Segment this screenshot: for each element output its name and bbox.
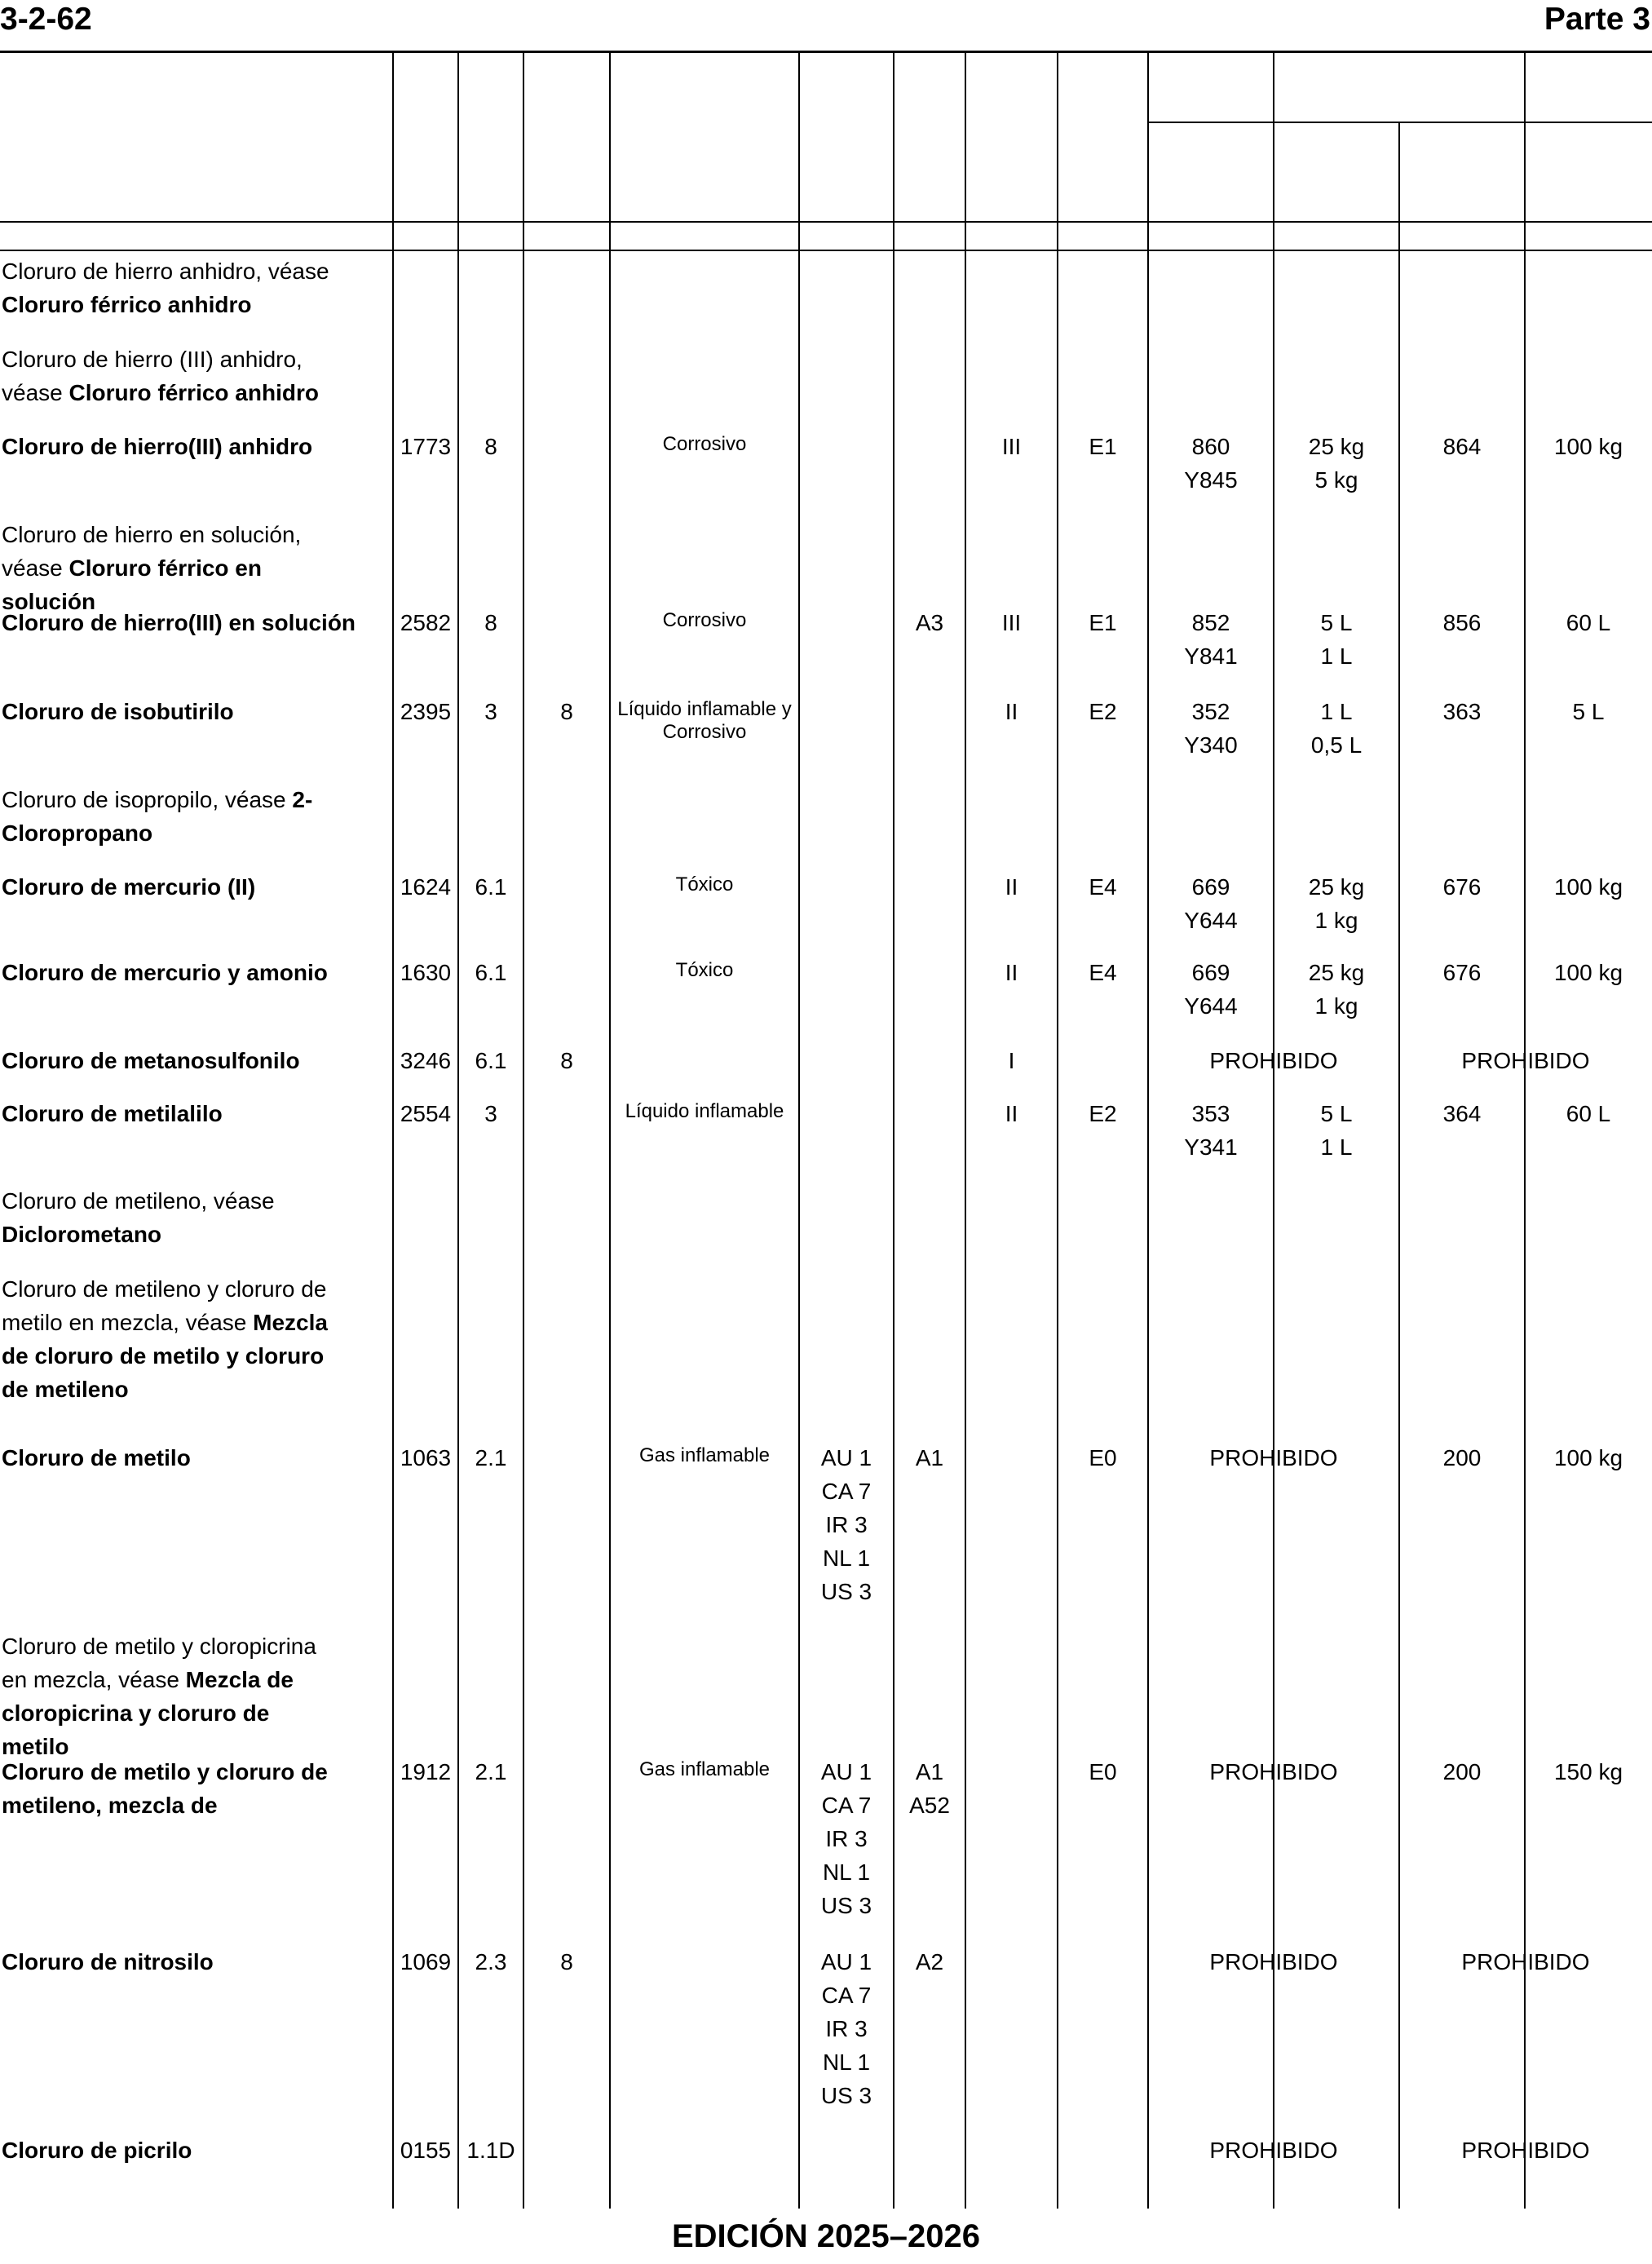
cell-cao-qty: 60 L — [1566, 610, 1611, 635]
substance-name: Cloruro de metilo — [2, 1445, 191, 1470]
cell-class: 3 — [484, 699, 497, 724]
forbidden-passenger: PROHIBIDO — [1209, 1949, 1338, 1974]
column-number-8 — [965, 224, 1058, 249]
column-header-13 — [1525, 124, 1652, 219]
cell-class: 2.1 — [475, 1759, 507, 1784]
column-number-12 — [1399, 224, 1525, 249]
cell-cao-pi: 864 — [1442, 434, 1482, 459]
cell-pax-pi: 860 Y845 — [1184, 434, 1238, 493]
cell-cao-qty: 150 kg — [1553, 1759, 1623, 1784]
column-divider — [965, 52, 966, 2209]
cell-class: 2.1 — [475, 1445, 507, 1470]
column-header-12 — [1399, 124, 1525, 219]
cell-pg: II — [1005, 874, 1018, 900]
column-header-9 — [1058, 54, 1148, 219]
cell-pax-qty: 1 L 0,5 L — [1310, 699, 1363, 758]
cell-pax-qty: 5 L 1 L — [1320, 610, 1353, 669]
column-header-8 — [965, 54, 1058, 219]
cross-reference-entry — [2, 343, 342, 409]
cell-un: 2554 — [400, 1101, 452, 1126]
forbidden-passenger: PROHIBIDO — [1209, 1445, 1338, 1470]
cell-pax-pi: 669 Y644 — [1184, 960, 1238, 1019]
cell-special: A1 — [915, 1445, 944, 1470]
cell-pax-pi: 669 Y644 — [1184, 874, 1238, 933]
group-header-rule — [1148, 122, 1652, 123]
substance-name: Cloruro de metanosulfonilo — [2, 1048, 300, 1073]
column-divider — [392, 52, 394, 2209]
cell-un: 3246 — [400, 1048, 452, 1073]
column-header-7 — [894, 54, 965, 219]
cell-pax-pi: 353 Y341 — [1184, 1101, 1238, 1160]
cross-reference-text: Cloruro de isopropilo, véase — [2, 787, 286, 812]
cell-label: Gas inflamable — [638, 1444, 771, 1466]
cell-state: AU 1 CA 7 IR 3 NL 1 US 3 — [820, 1445, 872, 1604]
substance-name: Cloruro de metilalilo — [2, 1101, 223, 1126]
cross-reference-text: Cloruro de hierro (III) anhidro, véase — [2, 347, 303, 405]
cell-eq: E0 — [1089, 1445, 1117, 1470]
cell-cao-qty: 100 kg — [1553, 434, 1623, 459]
page-number: 3-2-62 — [0, 2, 92, 37]
substance-name: Cloruro de nitrosilo — [2, 1949, 214, 1974]
cell-pg: II — [1005, 960, 1018, 985]
cell-label: Líquido inflamable — [625, 1100, 784, 1122]
forbidden-cargo: PROHIBIDO — [1461, 2138, 1590, 2163]
column-number-2 — [393, 224, 458, 249]
cross-reference-target: Cloruro férrico anhidro — [68, 380, 319, 405]
cross-reference-entry — [2, 254, 342, 321]
cell-un: 1624 — [400, 874, 452, 900]
cell-special: A2 — [915, 1949, 944, 1974]
cell-cao-qty: 5 L — [1572, 699, 1605, 724]
cell-un: 0155 — [400, 2138, 452, 2163]
cross-reference-entry — [2, 1184, 342, 1251]
column-number-9 — [1058, 224, 1148, 249]
cell-class: 2.3 — [475, 1949, 507, 1974]
cross-reference-entry — [2, 518, 342, 618]
cross-reference-target: Diclorometano — [2, 1222, 162, 1247]
cell-pg: II — [1005, 1101, 1018, 1126]
column-header-1 — [0, 54, 393, 219]
cell-pax-qty: 5 L 1 L — [1320, 1101, 1353, 1160]
column-divider — [523, 52, 524, 2209]
cell-cao-pi: 200 — [1442, 1759, 1482, 1784]
cell-pg: I — [1008, 1048, 1015, 1073]
substance-name: Cloruro de mercurio y amonio — [2, 960, 328, 985]
cell-state: AU 1 CA 7 IR 3 NL 1 US 3 — [820, 1949, 872, 2108]
cell-subrisk: 8 — [560, 699, 573, 724]
cell-label: Tóxico — [675, 959, 734, 981]
cell-cao-qty: 100 kg — [1553, 1445, 1623, 1470]
column-number-5 — [610, 224, 799, 249]
cell-pg: II — [1005, 699, 1018, 724]
column-number-rule — [0, 250, 1652, 251]
column-number-10 — [1148, 224, 1274, 249]
part-label: Parte 3 — [1544, 2, 1650, 37]
cell-cao-pi: 363 — [1442, 699, 1482, 724]
header-rule — [0, 51, 1652, 53]
column-divider — [457, 52, 459, 2209]
cell-class: 6.1 — [475, 1048, 507, 1073]
cell-cao-pi: 676 — [1442, 960, 1482, 985]
cell-un: 2395 — [400, 699, 452, 724]
cell-eq: E1 — [1089, 610, 1117, 635]
forbidden-passenger: PROHIBIDO — [1209, 2138, 1338, 2163]
cell-class: 8 — [484, 610, 497, 635]
header-rule-bottom — [0, 221, 1652, 223]
cross-reference-text: Cloruro de metilo y cloropicrina en mezcla, véase — [2, 1634, 316, 1692]
column-divider — [1524, 52, 1526, 2209]
cell-label: Corrosivo — [662, 609, 747, 631]
cell-eq: E4 — [1089, 874, 1117, 900]
cross-reference-target: Mezcla de cloruro de metilo y cloruro de metileno — [2, 1310, 328, 1402]
cell-label: Líquido inflamable y Corrosivo — [617, 698, 792, 743]
cross-reference-target: Mezcla de cloropicrina y cloruro de metilo — [2, 1667, 294, 1759]
cell-pg: III — [1001, 610, 1022, 635]
column-header-10 — [1148, 124, 1274, 219]
cell-un: 1069 — [400, 1949, 452, 1974]
cell-class: 6.1 — [475, 874, 507, 900]
forbidden-cargo: PROHIBIDO — [1461, 1949, 1590, 1974]
column-number-7 — [894, 224, 965, 249]
column-divider — [609, 52, 611, 2209]
cross-reference-text: Cloruro de hierro en solución, véase — [2, 522, 302, 581]
cross-reference-target: Cloruro férrico en solución — [2, 555, 262, 614]
cell-cao-pi: 200 — [1442, 1445, 1482, 1470]
cell-pax-pi: 852 Y841 — [1184, 610, 1238, 669]
cell-subrisk: 8 — [560, 1949, 573, 1974]
cell-cao-qty: 60 L — [1566, 1101, 1611, 1126]
column-header-6 — [799, 54, 894, 219]
cross-reference-entry — [2, 1272, 342, 1406]
substance-name: Cloruro de mercurio (II) — [2, 874, 256, 900]
cell-label: Gas inflamable — [638, 1758, 771, 1780]
substance-name: Cloruro de picrilo — [2, 2138, 192, 2163]
cell-un: 1063 — [400, 1445, 452, 1470]
cell-pg: III — [1001, 434, 1022, 459]
cell-special: A1 A52 — [909, 1759, 950, 1818]
cross-reference-target: Cloruro férrico anhidro — [2, 292, 252, 317]
cell-un: 1630 — [400, 960, 452, 985]
cell-cao-qty: 100 kg — [1553, 874, 1623, 900]
cell-un: 1773 — [400, 434, 452, 459]
forbidden-passenger: PROHIBIDO — [1209, 1759, 1338, 1784]
edition-footer: EDICIÓN 2025–2026 — [671, 2218, 980, 2254]
cell-cao-pi: 856 — [1442, 610, 1482, 635]
cell-eq: E0 — [1089, 1759, 1117, 1784]
cell-eq: E2 — [1089, 1101, 1117, 1126]
column-number-1 — [0, 224, 393, 249]
column-number-4 — [523, 224, 610, 249]
column-header-3 — [458, 54, 523, 219]
cell-subrisk: 8 — [560, 1048, 573, 1073]
cross-reference-text: Cloruro de hierro anhidro, véase — [2, 259, 329, 284]
column-number-11 — [1274, 224, 1399, 249]
substance-name: Cloruro de hierro(III) anhidro — [2, 434, 313, 459]
forbidden-cargo: PROHIBIDO — [1461, 1048, 1590, 1073]
cell-label: Tóxico — [675, 873, 734, 895]
column-header-11 — [1274, 124, 1399, 219]
forbidden-passenger: PROHIBIDO — [1209, 1048, 1338, 1073]
cell-cao-qty: 100 kg — [1553, 960, 1623, 985]
cell-un: 1912 — [400, 1759, 452, 1784]
cell-class: 6.1 — [475, 960, 507, 985]
cross-reference-text: Cloruro de metileno, véase — [2, 1188, 275, 1214]
cell-state: AU 1 CA 7 IR 3 NL 1 US 3 — [820, 1759, 872, 1918]
column-number-13 — [1525, 224, 1652, 249]
column-divider — [1057, 52, 1058, 2209]
cell-pax-qty: 25 kg 5 kg — [1308, 434, 1365, 493]
column-number-6 — [799, 224, 894, 249]
cross-reference-entry — [2, 1629, 342, 1763]
cell-pax-qty: 25 kg 1 kg — [1308, 960, 1365, 1019]
cell-class: 3 — [484, 1101, 497, 1126]
cross-reference-text: Cloruro de metileno y cloruro de metilo en mezcla, véase — [2, 1276, 327, 1335]
substance-name: Cloruro de metilo y cloruro de metileno, mezcla de — [2, 1759, 328, 1818]
cell-un: 2582 — [400, 610, 452, 635]
cell-label: Corrosivo — [662, 433, 747, 455]
cell-pax-qty: 25 kg 1 kg — [1308, 874, 1365, 933]
cell-class: 8 — [484, 434, 497, 459]
column-header-4 — [523, 54, 610, 219]
cell-eq: E4 — [1089, 960, 1117, 985]
cell-cao-pi: 676 — [1442, 874, 1482, 900]
cell-eq: E2 — [1089, 699, 1117, 724]
column-number-3 — [458, 224, 523, 249]
column-header-5 — [610, 54, 799, 219]
column-header-2 — [393, 54, 458, 219]
cell-class: 1.1D — [466, 2138, 515, 2163]
cell-special: A3 — [915, 610, 944, 635]
cell-eq: E1 — [1089, 434, 1117, 459]
cross-reference-entry — [2, 783, 342, 850]
substance-name: Cloruro de isobutirilo — [2, 699, 234, 724]
cell-cao-pi: 364 — [1442, 1101, 1482, 1126]
substance-name: Cloruro de hierro(III) en solución — [2, 610, 356, 635]
cell-pax-pi: 352 Y340 — [1184, 699, 1238, 758]
cross-reference-target: 2-Cloropropano — [2, 787, 313, 846]
